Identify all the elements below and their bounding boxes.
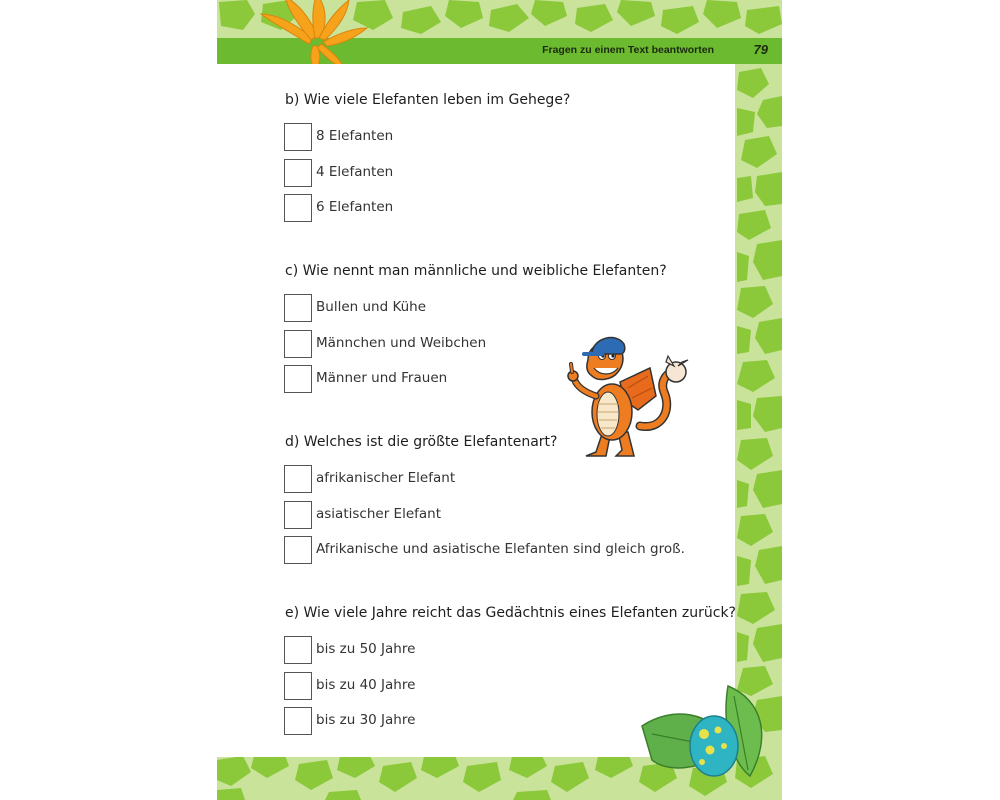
page-number: 79 [753,42,768,57]
option-label: 8 Elefanten [316,128,394,144]
option-label: Männer und Frauen [316,370,448,386]
question-e: e) Wie viele Jahre reicht das Gedächtnis eines Elefanten zurück? [285,605,736,621]
checkbox[interactable] [284,294,312,322]
header-title: Fragen zu einem Text beantworten [542,44,714,56]
option-label: bis zu 30 Jahre [316,712,416,728]
question-d: d) Welches ist die größte Elefantenart? [285,434,558,450]
egg-illustration [632,676,782,800]
checkbox[interactable] [284,536,312,564]
checkbox[interactable] [284,194,312,222]
checkbox[interactable] [284,707,312,735]
checkbox[interactable] [284,365,312,393]
question-c: c) Wie nennt man männliche und weibliche Elefanten? [285,263,667,279]
option-label: Afrikanische und asiatische Elefanten sind gleich groß. [316,541,685,557]
option-label: afrikanischer Elefant [316,470,456,486]
checkbox[interactable] [284,465,312,493]
dragon-illustration [562,332,694,464]
checkbox[interactable] [284,159,312,187]
option-label: 4 Elefanten [316,164,394,180]
checkbox[interactable] [284,501,312,529]
option-label: bis zu 40 Jahre [316,677,416,693]
checkbox[interactable] [284,636,312,664]
checkbox[interactable] [284,672,312,700]
option-label: bis zu 50 Jahre [316,641,416,657]
option-label: Männchen und Weibchen [316,335,487,351]
option-label: Bullen und Kühe [316,299,427,315]
option-label: 6 Elefanten [316,199,394,215]
checkbox[interactable] [284,123,312,151]
option-label: asiatischer Elefant [316,506,441,522]
question-b: b) Wie viele Elefanten leben im Gehege? [285,92,571,108]
checkbox[interactable] [284,330,312,358]
